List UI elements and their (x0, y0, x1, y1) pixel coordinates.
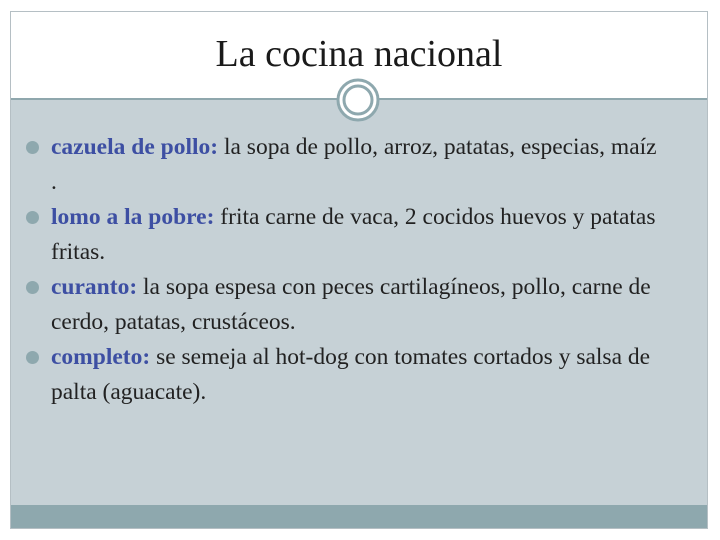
bullet-icon (26, 351, 39, 364)
item-term: lomo a la pobre: (51, 204, 215, 230)
item-text: la sopa espesa con peces cartilagíneos, pollo, carne de cerdo, patatas, crustáceos. (51, 274, 651, 335)
item-term: cazuela de pollo: (51, 134, 219, 160)
bullet-icon (26, 281, 39, 294)
list-item (23, 340, 667, 410)
ring-icon (336, 78, 380, 122)
item-text: la sopa de pollo, arroz, patatas, especias, maíz . (51, 134, 657, 195)
list-item (23, 130, 667, 200)
item-text: se semeja al hot-dog con tomates cortados y salsa de palta (aguacate). (51, 344, 651, 405)
bullet-list (23, 130, 667, 410)
list-item (23, 200, 667, 270)
list-item (23, 270, 667, 340)
item-term: curanto: (51, 274, 138, 300)
bullet-icon (26, 141, 39, 154)
slide-title: La cocina nacional (215, 33, 503, 75)
slide (10, 11, 708, 529)
item-text: frita carne de vaca, 2 cocidos huevos y patatas fritas. (51, 204, 656, 265)
item-term: completo: (51, 344, 151, 370)
footer-band (11, 505, 707, 528)
bullet-icon (26, 211, 39, 224)
